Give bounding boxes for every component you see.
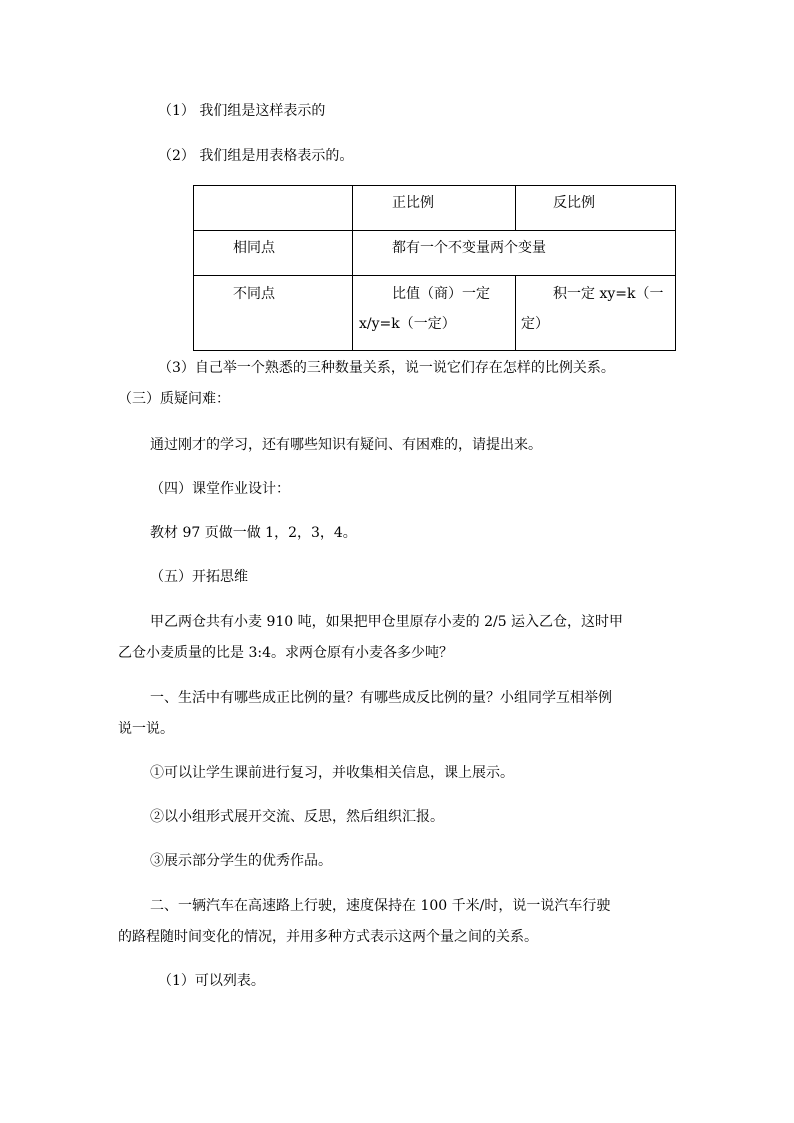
list-item-2: ②以小组形式展开交流、反思，然后组织汇报。 xyxy=(150,809,444,825)
comparison-table xyxy=(193,185,676,351)
table-cell-inverse-line2: 定） xyxy=(521,316,549,332)
paragraph-7: 教材 97 页做一做 1，2，3，4。 xyxy=(150,525,357,541)
section-heading-4: （四）课堂作业设计： xyxy=(150,481,290,497)
section-heading-3: （三）质疑问难： xyxy=(118,391,230,407)
paragraph-3: （3）自己举一个熟悉的三种数量关系，说一说它们存在怎样的比例关系。 xyxy=(158,360,615,376)
paragraph-14-line1: 二、一辆汽车在高速路上行驶，速度保持在 100 千米/时，说一说汽车行驶 xyxy=(150,898,611,914)
paragraph-2: （2） 我们组是用表格表示的。 xyxy=(158,148,354,164)
table-row-label-same: 相同点 xyxy=(233,240,275,256)
list-item-1: ①可以让学生课前进行复习，并收集相关信息，课上展示。 xyxy=(150,765,514,781)
table-col-divider xyxy=(515,186,516,230)
table-row-label-diff: 不同点 xyxy=(233,286,275,302)
table-cell-direct-line2: x/y=k（一定） xyxy=(359,316,456,332)
table-header-inverse: 反比例 xyxy=(553,195,595,211)
paragraph-9-line2: 乙仓小麦质量的比是 3:4。求两仓原有小麦各多少吨？ xyxy=(118,645,453,661)
table-header-direct: 正比例 xyxy=(392,195,434,211)
paragraph-5: 通过刚才的学习，还有哪些知识有疑问、有困难的，请提出来。 xyxy=(150,437,542,453)
table-col-divider xyxy=(515,275,516,350)
table-cell-same-value: 都有一个不变量两个变量 xyxy=(392,240,546,256)
section-heading-5: （五）开拓思维 xyxy=(150,569,248,585)
list-item-3: ③展示部分学生的优秀作品。 xyxy=(150,853,332,869)
table-row-divider xyxy=(194,230,675,231)
paragraph-10-line1: 一、生活中有哪些成正比例的量？有哪些成反比例的量？小组同学互相举例 xyxy=(150,690,612,706)
paragraph-1: （1） 我们组是这样表示的 xyxy=(158,103,326,119)
paragraph-15: （1）可以列表。 xyxy=(158,973,265,989)
paragraph-14-line2: 的路程随时间变化的情况，并用多种方式表示这两个量之间的关系。 xyxy=(118,929,538,945)
paragraph-10-line2: 说一说。 xyxy=(118,721,174,737)
table-cell-direct-line1: 比值（商）一定 xyxy=(392,286,490,302)
table-cell-inverse-line1: 积一定 xy=k（一 xyxy=(553,286,664,302)
table-col-divider xyxy=(352,186,353,350)
table-row-divider xyxy=(194,275,675,276)
paragraph-9-line1: 甲乙两仓共有小麦 910 吨，如果把甲仓里原存小麦的 2/5 运入乙仓，这时甲 xyxy=(150,614,624,630)
